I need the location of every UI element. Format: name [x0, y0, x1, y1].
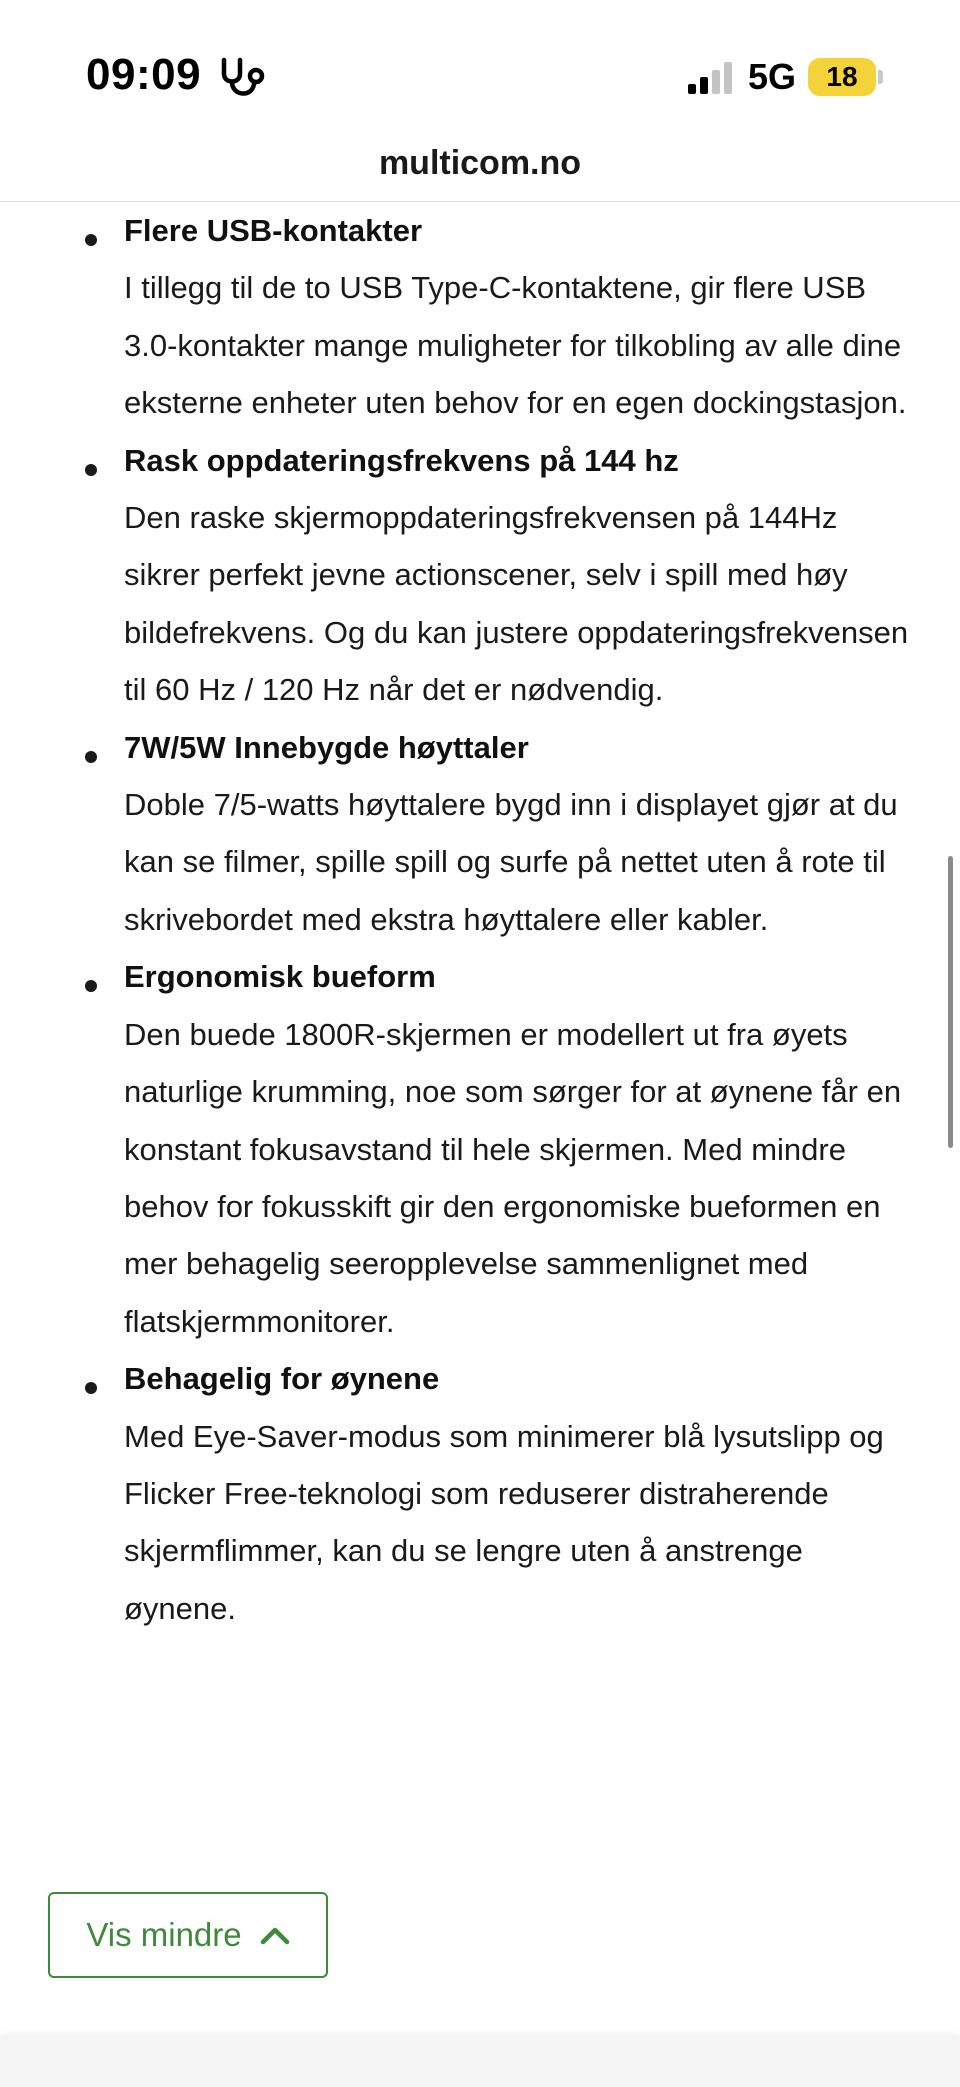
feature-title: Behagelig for øynene: [124, 1361, 440, 1397]
feature-item: [0, 432, 960, 719]
feature-title: Rask oppdateringsfrekvens på 144 hz: [124, 442, 679, 478]
bullet-icon: [85, 234, 97, 246]
address-url[interactable]: multicom.no: [378, 144, 582, 182]
status-time: 09:09: [86, 50, 202, 99]
feature-title: Flere USB-kontakter: [124, 213, 423, 248]
scrollbar[interactable]: [948, 856, 953, 1148]
feature-description: I tillegg til de to USB Type-C-kontaktene, gir flere USB 3.0-kontakter mange muligheter for tilkobling av alle dine eksterne enheter uten behov for en egen dockingstasjon.: [124, 270, 907, 421]
bullet-icon: [85, 980, 97, 992]
feature-title: Ergonomisk bueform: [124, 959, 436, 995]
network-type: 5G: [748, 56, 797, 97]
bullet-icon: [85, 464, 97, 476]
feature-description: Med Eye-Saver-modus som minimerer blå lysutslipp og Flicker Free-teknologi som reduserer distraherende skjermflimmer, kan du se lengre uten å anstrenge øynene.: [124, 1418, 884, 1626]
battery-tip: [878, 70, 883, 84]
status-bar: [0, 0, 960, 120]
browser-address-bar[interactable]: [0, 120, 960, 202]
battery-icon: [808, 58, 876, 96]
feature-item: [0, 948, 960, 1350]
feature-item: [0, 719, 960, 949]
bullet-icon: [85, 1382, 97, 1394]
feature-description: Den buede 1800R-skjermen er modellert ut fra øyets naturlige krumming, noe som sørger for at øynene får en konstant fokusavstand til hele skjermen. Med mindre behov for fokusskift gir den ergonomiske bueformen en mer behagelig seeropplevelse sammenlignet med flatskjermmonitorer.: [124, 1016, 902, 1339]
chevron-up-icon: [260, 1925, 290, 1945]
battery-level: 18: [826, 61, 858, 92]
feature-item: [0, 202, 960, 432]
feature-list: [0, 202, 960, 1637]
show-less-label: Vis mindre: [86, 1916, 242, 1953]
stethoscope-icon: [218, 56, 266, 100]
feature-description: Doble 7/5-watts høyttalere bygd inn i displayet gjør at du kan se filmer, spille spill og surfe på nettet uten å rote til skrivebordet med ekstra høyttalere eller kabler.: [124, 787, 898, 937]
browser-bottom-toolbar: [0, 2037, 960, 2087]
feature-title: 7W/5W Innebygde høyttaler: [124, 729, 529, 765]
product-description: [0, 202, 960, 1637]
feature-description: Den raske skjermoppdateringsfrekvensen på 144Hz sikrer perfekt jevne actionscener, selv i spill med høy bildefrekvens. Og du kan justere oppdateringsfrekvensen til 60 Hz / 120 Hz når det er nødvendig.: [124, 500, 909, 708]
show-less-button[interactable]: [48, 1892, 328, 1978]
feature-item: [0, 1350, 960, 1637]
bullet-icon: [85, 751, 97, 763]
cellular-signal-icon: [688, 62, 734, 94]
